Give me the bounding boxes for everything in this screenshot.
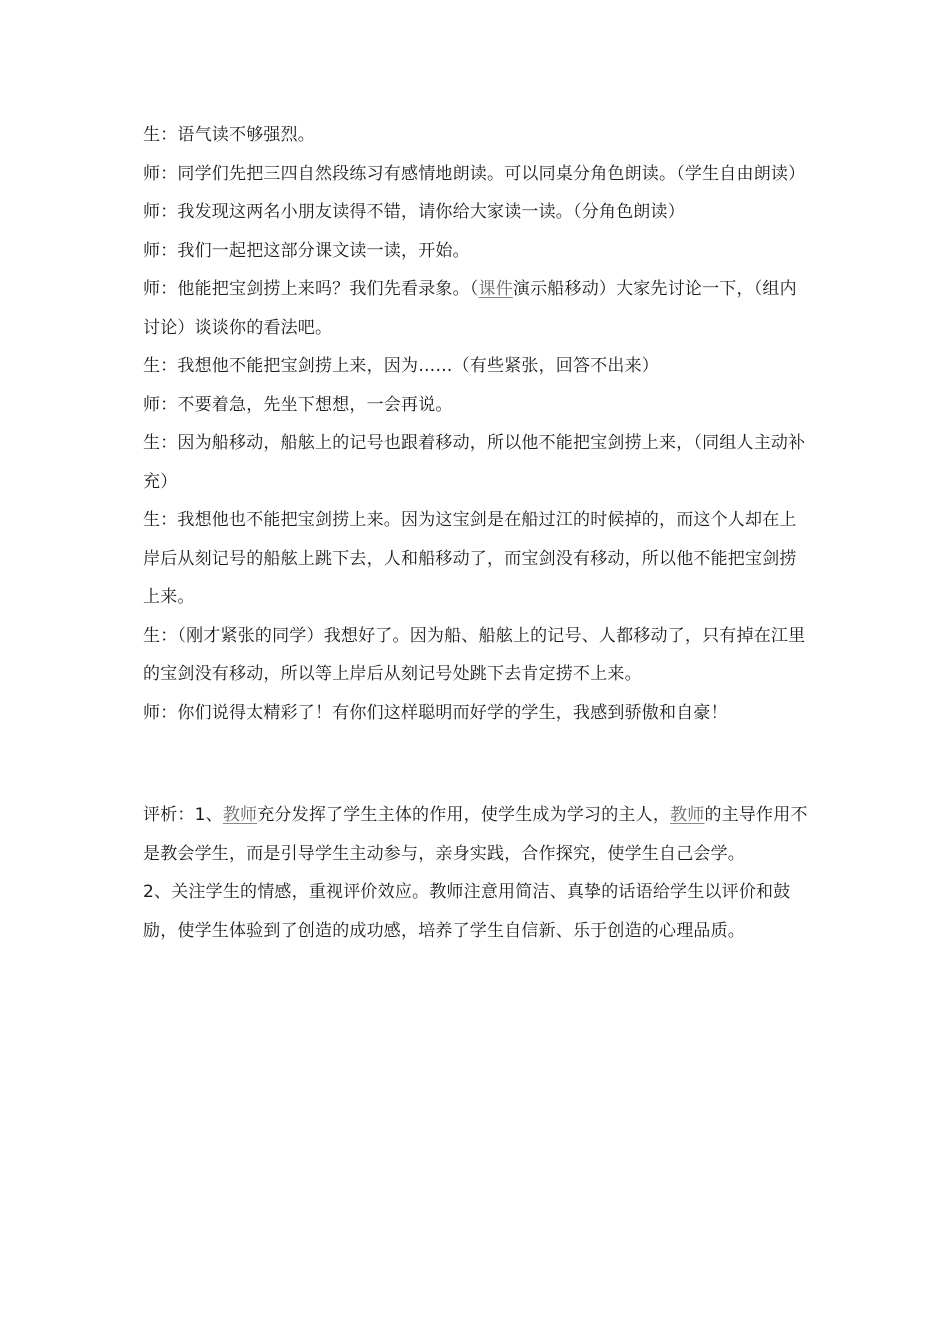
analysis-text: 评析：1、 <box>143 805 223 825</box>
dialogue-line-teacher-proud <box>143 694 813 733</box>
analysis-text: 2、关注学生的情感，重视评价效应。教师注意用简洁、真挚的话语给学生以评价和鼓励，使学生体验到了创造的成功感，培养了学生自信新、乐于创造的心理品质。 <box>143 882 791 941</box>
dialogue-line-student-ready <box>143 617 813 694</box>
dialogue-line-teacher-praise-pair <box>143 193 813 232</box>
dialogue-line-student-nervous <box>143 347 813 386</box>
analysis-point-1 <box>143 796 813 873</box>
dialogue-text: 师：他能把宝剑捞上来吗？我们先看录象。（ <box>143 279 479 299</box>
dialogue-text: 师：同学们先把三四自然段练习有感情地朗读。可以同桌分角色朗读。（学生自由朗读） <box>143 163 806 184</box>
dialogue-text: 演示船移动）大家先讨论一下，（组内讨论）谈谈你的看法吧。 <box>143 279 797 338</box>
section-spacer <box>143 732 813 796</box>
dialogue-text: 生：我想他也不能把宝剑捞上来。因为这宝剑是在船过江的时候掉的，而这个人却在上岸后从刻记号的船舷上跳下去，人和船移动了，而宝剑没有移动，所以他不能把宝剑捞上来。 <box>143 510 797 607</box>
dialogue-line-teacher-reassure <box>143 386 813 425</box>
dialogue-text: 生：（刚才紧张的同学）我想好了。因为船、船舷上的记号、人都移动了，只有掉在江里的宝剑没有移动，所以等上岸后从刻记号处跳下去肯定捞不上来。 <box>143 625 806 684</box>
dialogue-line-teacher-practice <box>143 155 813 194</box>
teacher-link[interactable]: 教师 <box>222 805 258 825</box>
dialogue-text: 师：我发现这两名小朋友读得不错，请你给大家读一读。（分角色朗读） <box>143 202 685 222</box>
analysis-text: 的主导作用不是教会学生，而是引导学生主动参与，亲身实践，合作探究，使学生自己会学。 <box>143 805 808 864</box>
dialogue-text: 师：你们说得太精彩了！有你们这样聪明而好学的学生，我感到骄傲和自豪！ <box>143 702 728 723</box>
document-page <box>143 116 813 950</box>
dialogue-text: 生：因为船移动，船舷上的记号也跟着移动，所以他不能把宝剑捞上来，（同组人主动补充） <box>143 433 806 492</box>
dialogue-text: 生：语气读不够强烈。 <box>143 125 315 145</box>
teacher-link[interactable]: 教师 <box>670 805 705 825</box>
analysis-text: 充分发挥了学生主体的作用，使学生成为学习的主人， <box>257 805 671 825</box>
courseware-link[interactable]: 课件 <box>478 279 513 299</box>
dialogue-text: 生：我想他不能把宝剑捞上来，因为……（有些紧张，回答不出来） <box>143 356 659 376</box>
dialogue-line-student-boat-moves <box>143 424 813 501</box>
dialogue-line-teacher-question <box>143 270 813 347</box>
dialogue-text: 师：不要着急，先坐下想想，一会再说。 <box>143 394 453 415</box>
dialogue-line-teacher-read-together <box>143 232 813 271</box>
dialogue-line-student-explain <box>143 501 813 617</box>
dialogue-text: 师：我们一起把这部分课文读一读，开始。 <box>143 240 470 261</box>
dialogue-line-student-tone <box>143 116 813 155</box>
analysis-point-2 <box>143 873 813 950</box>
